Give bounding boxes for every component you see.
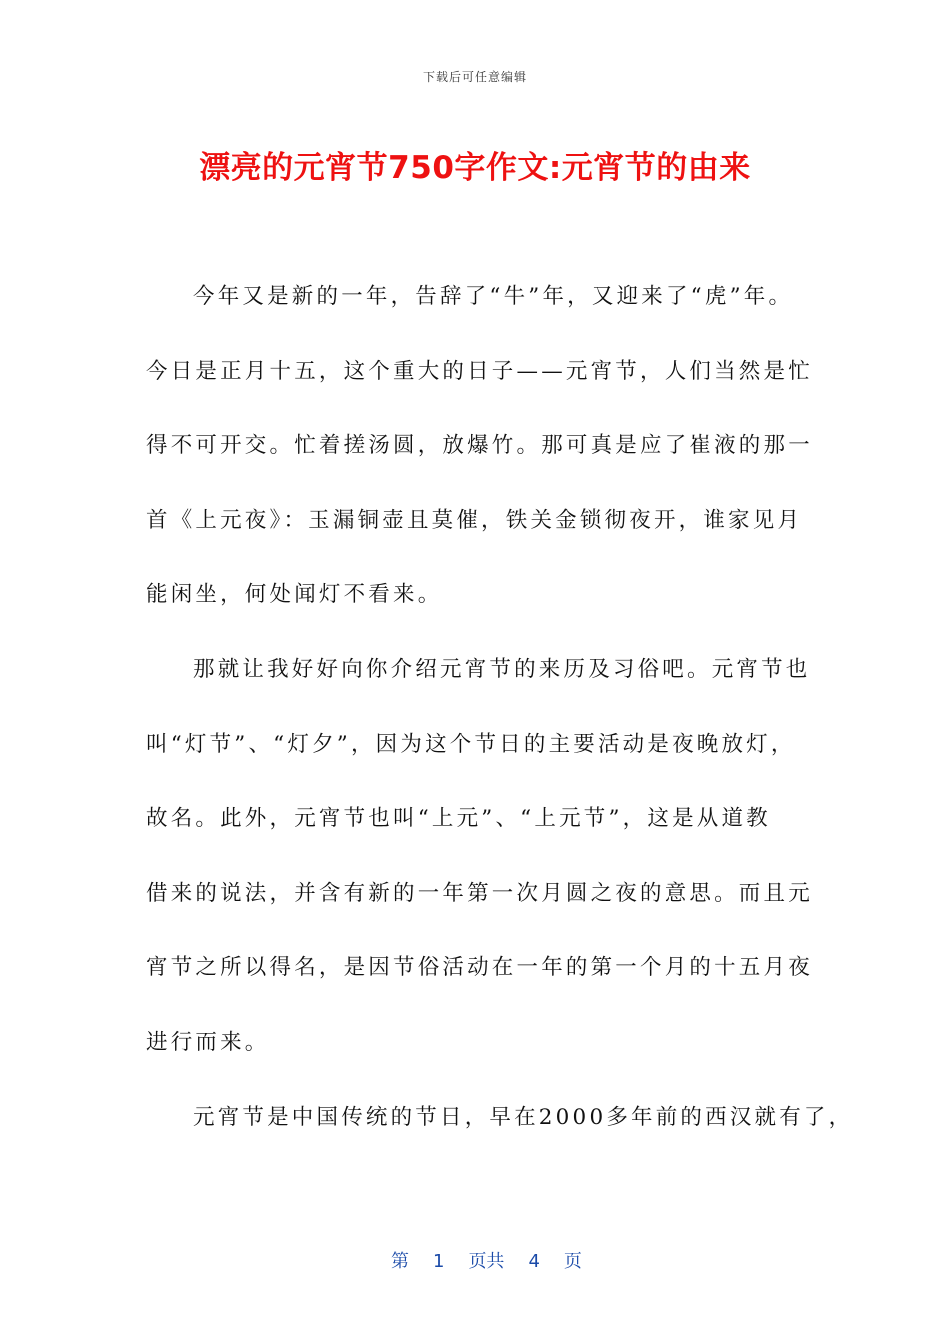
paragraph-line: 借来的说法，并含有新的一年第一次月圆之夜的意思。而且元 bbox=[146, 880, 813, 906]
paragraph-line: 得不可开交。忙着搓汤圆，放爆竹。那可真是应了崔液的那一 bbox=[146, 433, 813, 459]
paragraph-line: 首《上元夜》：玉漏铜壶且莫催，铁关金锁彻夜开，谁家见月 bbox=[146, 507, 803, 533]
paragraph-line: 进行而来。 bbox=[146, 1029, 270, 1055]
document-title: 漂亮的元宵节750字作文:元宵节的由来 bbox=[199, 150, 751, 186]
document-body bbox=[146, 272, 854, 1167]
paragraph-line: 叫“灯节”、“灯夕”，因为这个节日的主要活动是夜晚放灯， bbox=[146, 731, 796, 757]
footer-prefix: 第 bbox=[390, 1251, 409, 1272]
footer-suffix: 页 bbox=[563, 1251, 582, 1272]
header-note: 下载后可任意编辑 bbox=[422, 70, 527, 84]
paragraph-line: 能闲坐，何处闻灯不看来。 bbox=[146, 582, 443, 608]
paragraph-line: 那就让我好好向你介绍元宵节的来历及习俗吧。元宵节也 bbox=[193, 656, 811, 682]
footer-middle: 页共 bbox=[468, 1251, 505, 1272]
page-number-footer bbox=[0, 1226, 950, 1294]
paragraph-line: 今年又是新的一年，告辞了“牛”年，又迎来了“虎”年。 bbox=[193, 284, 794, 309]
paragraph-line: 今日是正月十五，这个重大的日子——元宵节，人们当然是忙 bbox=[146, 358, 813, 384]
total-pages-number: 4 bbox=[528, 1251, 540, 1272]
paragraph-line: 宵节之所以得名，是因节俗活动在一年的第一个月的十五月夜 bbox=[146, 955, 813, 981]
current-page-number: 1 bbox=[432, 1251, 445, 1272]
paragraph-line: 故名。此外，元宵节也叫“上元”、“上元节”，这是从道教 bbox=[146, 806, 771, 832]
paragraph-line: 元宵节是中国传统的节日，早在2000多年前的西汉就有了， bbox=[193, 1104, 854, 1130]
